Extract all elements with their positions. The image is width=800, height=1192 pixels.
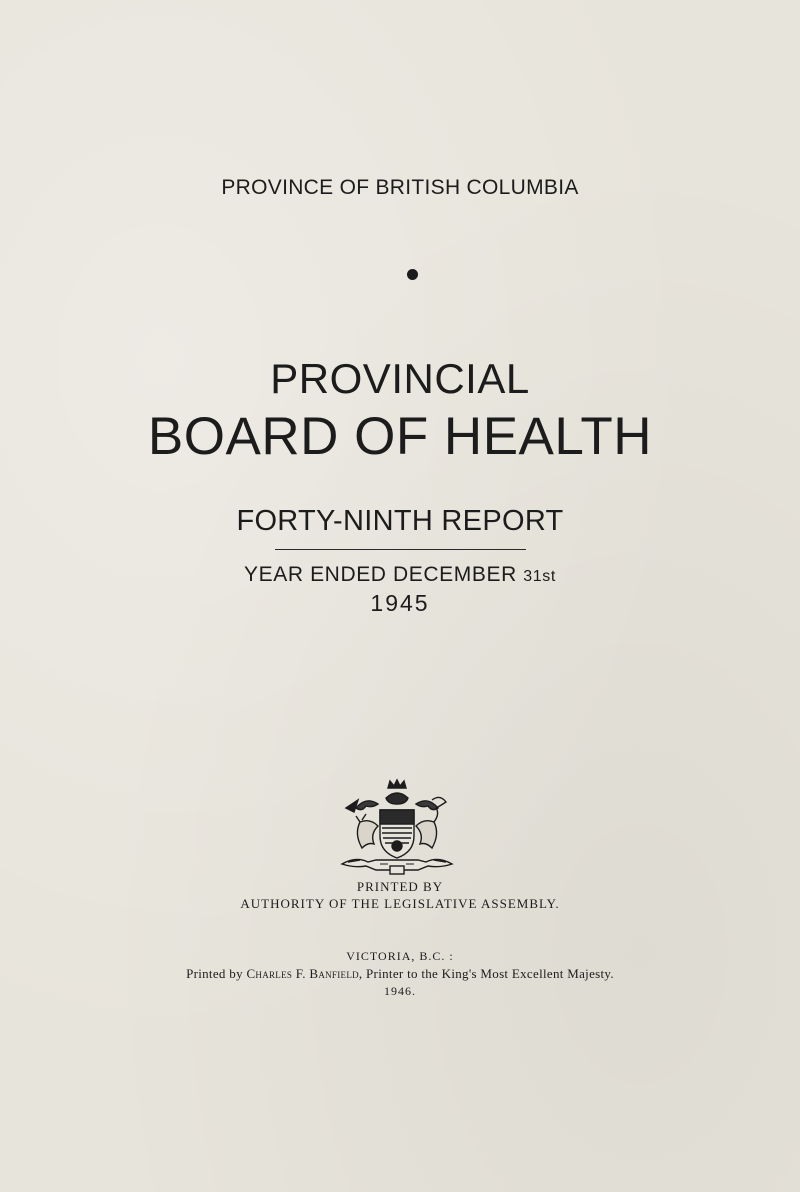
printer-prefix: Printed by	[186, 966, 243, 981]
imprint-city: VICTORIA, B.C. :	[346, 949, 454, 963]
year-ended-line	[0, 563, 800, 587]
report-title: FORTY-NINTH REPORT	[236, 505, 564, 537]
authority-line: AUTHORITY OF THE LEGISLATIVE ASSEMBLY.	[240, 896, 560, 911]
report-year: 1945	[370, 590, 430, 616]
printer-name: Charles F. Banfield,	[246, 966, 363, 981]
title-line-1: PROVINCIAL	[270, 355, 530, 402]
imprint-year: 1946.	[384, 984, 416, 998]
divider-rule	[275, 549, 526, 550]
title-line-2: BOARD OF HEALTH	[147, 407, 653, 466]
year-ended-prefix: YEAR ENDED DECEMBER	[244, 563, 517, 586]
printer-suffix: Printer to the King's Most Excellent Majesty.	[366, 966, 614, 981]
province-heading: PROVINCE OF BRITISH COLUMBIA	[221, 176, 579, 199]
year-ended-day: 31st	[523, 568, 556, 585]
coat-of-arms-icon	[336, 778, 458, 878]
printed-by-label: PRINTED BY	[356, 879, 444, 894]
printer-line	[0, 966, 800, 982]
bullet-icon	[407, 269, 418, 280]
